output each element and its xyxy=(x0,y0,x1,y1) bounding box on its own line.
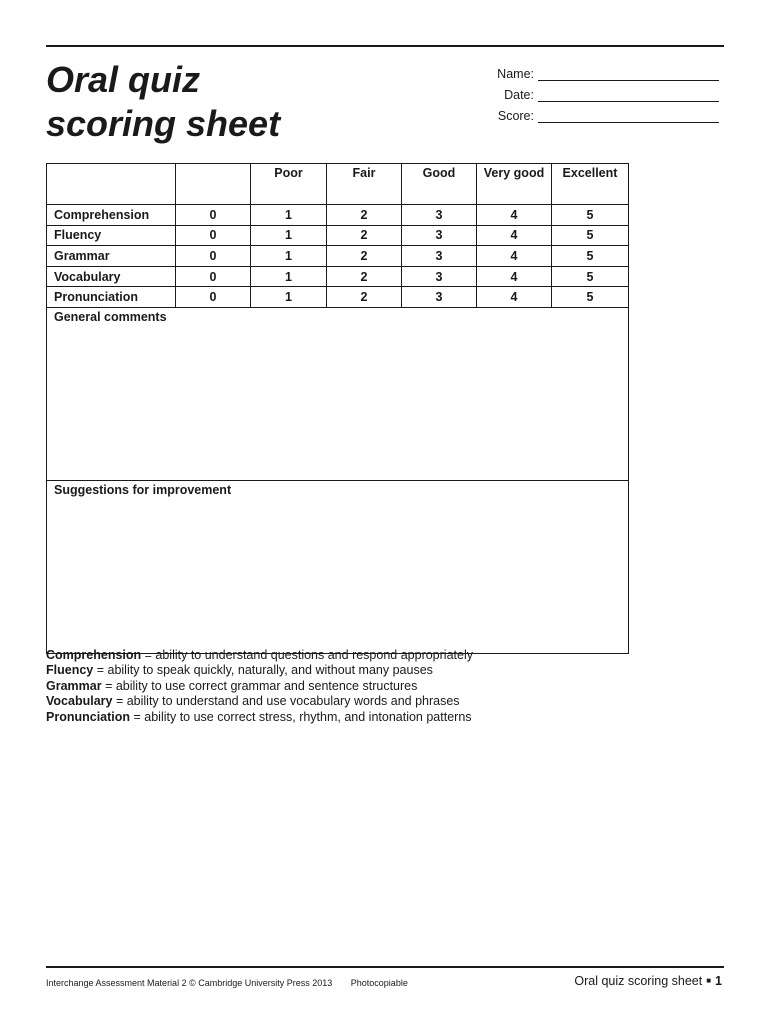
title-line-1: Oral quiz xyxy=(46,59,201,100)
score-cell[interactable]: 5 xyxy=(552,246,629,267)
definition-text: = ability to use correct grammar and sentence structures xyxy=(101,678,418,693)
definition-term: Vocabulary xyxy=(46,694,113,709)
score-cell[interactable]: 4 xyxy=(477,266,552,287)
table-row xyxy=(47,266,629,287)
header-criterion xyxy=(47,164,176,205)
header-very-good: Very good xyxy=(477,164,552,205)
definition-item xyxy=(46,694,606,709)
page-number: 1 xyxy=(715,974,722,988)
score-cell[interactable]: 0 xyxy=(176,225,251,246)
name-line[interactable] xyxy=(538,67,719,81)
table-row xyxy=(47,287,629,308)
score-cell[interactable]: 1 xyxy=(251,205,327,226)
footer-right xyxy=(574,974,722,988)
definition-item xyxy=(46,679,606,694)
definition-item xyxy=(46,663,606,678)
score-cell[interactable]: 1 xyxy=(251,246,327,267)
date-field[interactable] xyxy=(470,81,724,102)
page-title xyxy=(46,58,366,146)
score-cell[interactable]: 4 xyxy=(477,205,552,226)
score-cell[interactable]: 5 xyxy=(552,266,629,287)
suggestions-label: Suggestions for improvement xyxy=(54,482,232,497)
footer-left xyxy=(46,978,408,988)
score-cell[interactable]: 4 xyxy=(477,225,552,246)
definitions-list xyxy=(46,648,606,725)
score-cell[interactable]: 3 xyxy=(402,246,477,267)
score-field[interactable] xyxy=(470,102,724,123)
score-cell[interactable]: 4 xyxy=(477,246,552,267)
definition-text: = ability to understand questions and respond appropriately xyxy=(141,648,473,662)
criterion-cell: Vocabulary xyxy=(47,266,176,287)
criterion-cell: Fluency xyxy=(47,225,176,246)
score-cell[interactable]: 4 xyxy=(477,287,552,308)
definition-item xyxy=(46,648,606,663)
score-cell[interactable]: 0 xyxy=(176,266,251,287)
header-excellent: Excellent xyxy=(552,164,629,205)
score-cell[interactable]: 5 xyxy=(552,205,629,226)
score-line[interactable] xyxy=(538,109,719,123)
table-row xyxy=(47,205,629,226)
name-field[interactable] xyxy=(470,60,724,81)
header-row xyxy=(47,164,629,205)
definition-term: Grammar xyxy=(46,678,102,693)
general-comments-row xyxy=(47,307,629,480)
definition-term: Fluency xyxy=(46,663,94,678)
header-good: Good xyxy=(402,164,477,205)
criterion-cell: Grammar xyxy=(47,246,176,267)
top-rule xyxy=(46,45,724,47)
definition-text: = ability to use correct stress, rhythm, and intonation patterns xyxy=(130,709,472,724)
student-info-fields xyxy=(470,60,724,123)
separator-icon: ■ xyxy=(706,976,712,985)
score-cell[interactable]: 3 xyxy=(402,225,477,246)
score-cell[interactable]: 1 xyxy=(251,287,327,308)
table-row xyxy=(47,246,629,267)
title-line-2: scoring sheet xyxy=(46,103,281,144)
definition-text: = ability to understand and use vocabulary words and phrases xyxy=(112,694,460,709)
score-cell[interactable]: 3 xyxy=(402,266,477,287)
score-cell[interactable]: 2 xyxy=(327,246,402,267)
score-cell[interactable]: 1 xyxy=(251,266,327,287)
score-cell[interactable]: 0 xyxy=(176,205,251,226)
definition-item xyxy=(46,710,606,725)
score-cell[interactable]: 0 xyxy=(176,287,251,308)
criterion-cell: Comprehension xyxy=(47,205,176,226)
score-cell[interactable]: 2 xyxy=(327,287,402,308)
score-cell[interactable]: 2 xyxy=(327,205,402,226)
score-cell[interactable]: 0 xyxy=(176,246,251,267)
definition-term: Pronunciation xyxy=(46,709,131,724)
header-poor: Poor xyxy=(251,164,327,205)
general-comments-label: General comments xyxy=(54,309,167,324)
score-cell[interactable]: 5 xyxy=(552,287,629,308)
header-zero xyxy=(176,164,251,205)
score-cell[interactable]: 5 xyxy=(552,225,629,246)
footer-doc-title: Oral quiz scoring sheet xyxy=(574,974,703,988)
score-cell[interactable]: 3 xyxy=(402,287,477,308)
scoring-table xyxy=(46,163,629,654)
header-fair: Fair xyxy=(327,164,402,205)
score-cell[interactable]: 2 xyxy=(327,266,402,287)
date-line[interactable] xyxy=(538,88,719,102)
suggestions-box[interactable] xyxy=(47,480,629,653)
bottom-rule xyxy=(46,966,724,968)
name-label: Name: xyxy=(497,67,534,81)
copyright-text: Interchange Assessment Material 2 © Cambridge University Press 2013 xyxy=(46,978,333,988)
photocopiable-label: Photocopiable xyxy=(350,978,408,988)
score-cell[interactable]: 1 xyxy=(251,225,327,246)
score-cell[interactable]: 2 xyxy=(327,225,402,246)
general-comments-box[interactable] xyxy=(47,307,629,480)
table-row xyxy=(47,225,629,246)
definition-text: = ability to speak quickly, naturally, and without many pauses xyxy=(93,663,433,678)
score-cell[interactable]: 3 xyxy=(402,205,477,226)
suggestions-row xyxy=(47,480,629,653)
score-label: Score: xyxy=(497,109,534,123)
date-label: Date: xyxy=(504,88,534,102)
definition-term: Comprehension xyxy=(46,648,142,662)
criterion-cell: Pronunciation xyxy=(47,287,176,308)
